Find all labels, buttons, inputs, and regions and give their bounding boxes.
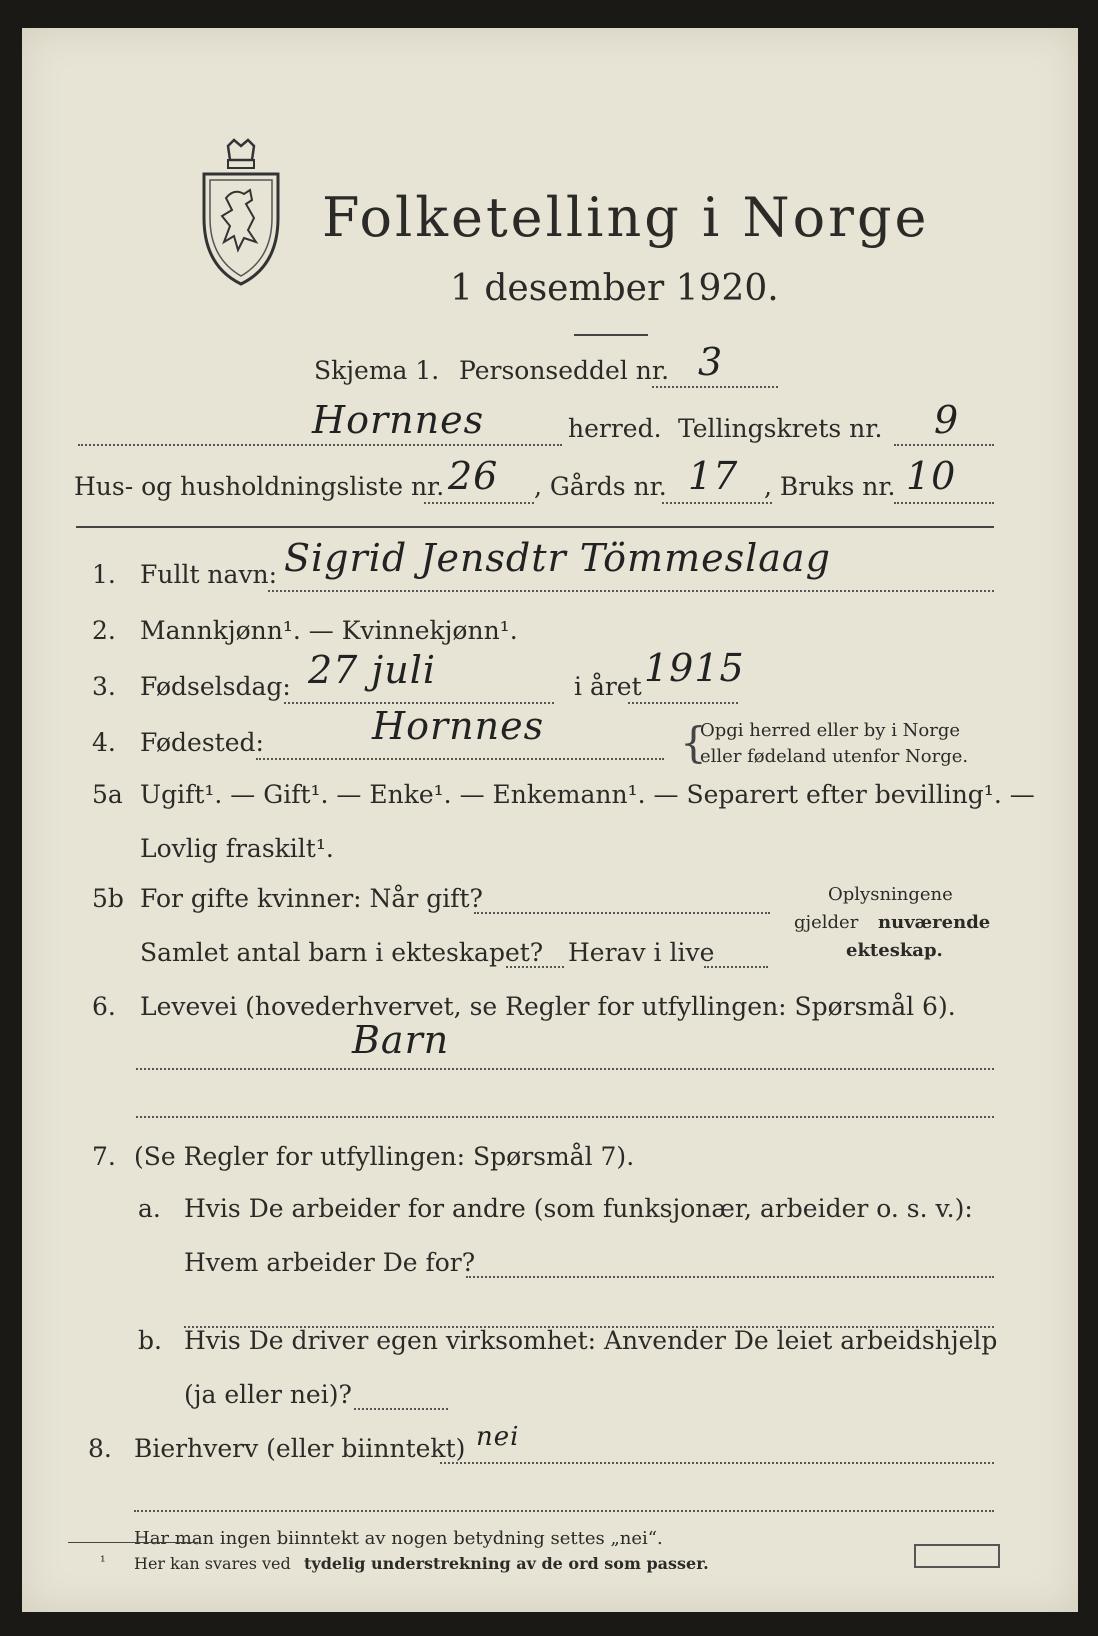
census-date: 1 desember 1920. [450, 268, 779, 309]
q4-label: Fødested: [140, 728, 264, 757]
page-title: Folketelling i Norge [322, 186, 930, 249]
q7a-line1: Hvis De arbeider for andre (som funksjonær, arbeider o. s. v.): [184, 1194, 973, 1223]
q5b-when-married-line [474, 912, 770, 914]
q7b-letter: b. [138, 1326, 162, 1355]
herred-label: herred. [568, 414, 662, 443]
q7-number: 7. [92, 1142, 116, 1171]
q6-line1 [136, 1068, 994, 1070]
tellingskrets-label: Tellingskrets nr. [678, 414, 883, 443]
herred-value: Hornnes [312, 398, 485, 442]
q3-label: Fødselsdag: [140, 672, 291, 701]
bruks-label: , Bruks nr. [764, 472, 896, 501]
q6-label: Levevei (hovederhvervet, se Regler for utfyllingen: Spørsmål 6). [140, 992, 956, 1021]
q8-line [440, 1462, 994, 1464]
q5b-note-line2b: nuværende [878, 912, 991, 933]
schema-label: Skjema 1. [314, 356, 440, 385]
q7b-line2: (ja eller nei)? [184, 1380, 352, 1409]
q7b-answer-line [354, 1408, 448, 1410]
header-divider [76, 526, 994, 528]
q5b-note-line2a: gjelder [794, 912, 859, 933]
q6-line2 [136, 1116, 994, 1118]
bruks-value: 10 [906, 454, 957, 498]
q1-label: Fullt navn: [140, 560, 278, 589]
q4-note-line2: eller fødeland utenfor Norge. [700, 746, 969, 767]
q5b-number: 5b [92, 884, 124, 913]
q8-extra-line [134, 1510, 994, 1512]
q5a-line1: Ugift¹. — Gift¹. — Enke¹. — Enkemann¹. — Separert efter bevilling¹. — [140, 780, 1035, 809]
tellingskrets-value: 9 [934, 398, 960, 442]
q8-note: Har man ingen biinntekt av nogen betydning settes „nei“. [134, 1528, 663, 1549]
personseddel-label: Personseddel nr. [459, 356, 670, 385]
q5b-note-line3: ekteskap. [846, 940, 943, 961]
husholdning-value: 26 [448, 454, 499, 498]
q5b-note-line1: Oplysningene [828, 884, 953, 905]
q8-label: Bierhverv (eller biinntekt) [134, 1434, 466, 1463]
q5b-children-label: Samlet antal barn i ekteskapet? [140, 938, 544, 967]
q7a-line2: Hvem arbeider De for? [184, 1248, 476, 1277]
q6-value: Barn [352, 1018, 450, 1062]
q5a-line2: Lovlig fraskilt¹. [140, 834, 334, 863]
q3-number: 3. [92, 672, 116, 701]
footnote-marker: ¹ [100, 1554, 106, 1570]
gards-label: , Gårds nr. [534, 472, 667, 501]
personseddel-line [652, 386, 778, 388]
herred-line [78, 444, 562, 446]
census-form-page [22, 28, 1078, 1612]
printer-stamp [914, 1544, 1000, 1568]
q4-value: Hornnes [372, 704, 545, 748]
q6-number: 6. [92, 992, 116, 1021]
q5b-children-line [506, 966, 564, 968]
q7-label: (Se Regler for utfyllingen: Spørsmål 7). [134, 1142, 635, 1171]
q5b-alive-line [704, 966, 768, 968]
q3-value: 27 juli [308, 648, 436, 692]
q2-number: 2. [92, 616, 116, 645]
q5a-number: 5a [92, 780, 123, 809]
q4-note-line1: Opgi herred eller by i Norge [700, 720, 961, 741]
q5b-when-married-label: For gifte kvinner: Når gift? [140, 884, 483, 913]
q2-label: Mannkjønn¹. — Kvinnekjønn¹. [140, 616, 518, 645]
q4-line [256, 758, 664, 760]
q1-line [268, 590, 994, 592]
q4-brace: { [680, 718, 707, 767]
husholdning-line [424, 502, 534, 504]
bruks-line [894, 502, 994, 504]
q7b-line1: Hvis De driver egen virksomhet: Anvender De leiet arbeidshjelp [184, 1326, 998, 1355]
q8-value: nei [476, 1422, 520, 1452]
q3-year-line [628, 702, 738, 704]
q4-number: 4. [92, 728, 116, 757]
husholdning-label: Hus- og husholdningsliste nr. [74, 472, 445, 501]
gards-value: 17 [688, 454, 739, 498]
q7a-letter: a. [138, 1194, 161, 1223]
q1-value: Sigrid Jensdtr Tömmeslaag [284, 536, 831, 580]
q3-year-value: 1915 [644, 646, 745, 690]
norwegian-coat-of-arms-icon [198, 138, 284, 288]
q8-number: 8. [88, 1434, 112, 1463]
q1-number: 1. [92, 560, 116, 589]
q5b-alive-label: Herav i live [568, 938, 715, 967]
q3-year-label: i året [574, 672, 642, 701]
gards-line [662, 502, 772, 504]
title-divider [574, 334, 648, 336]
footnote-divider [68, 1542, 198, 1543]
q7a-employer-line [466, 1276, 994, 1278]
footnote-text-b: tydelig understrekning av de ord som passer. [304, 1554, 709, 1573]
tellingskrets-line [894, 444, 994, 446]
footnote-text-a: Her kan svares ved [134, 1554, 291, 1573]
personseddel-value: 3 [698, 340, 724, 384]
